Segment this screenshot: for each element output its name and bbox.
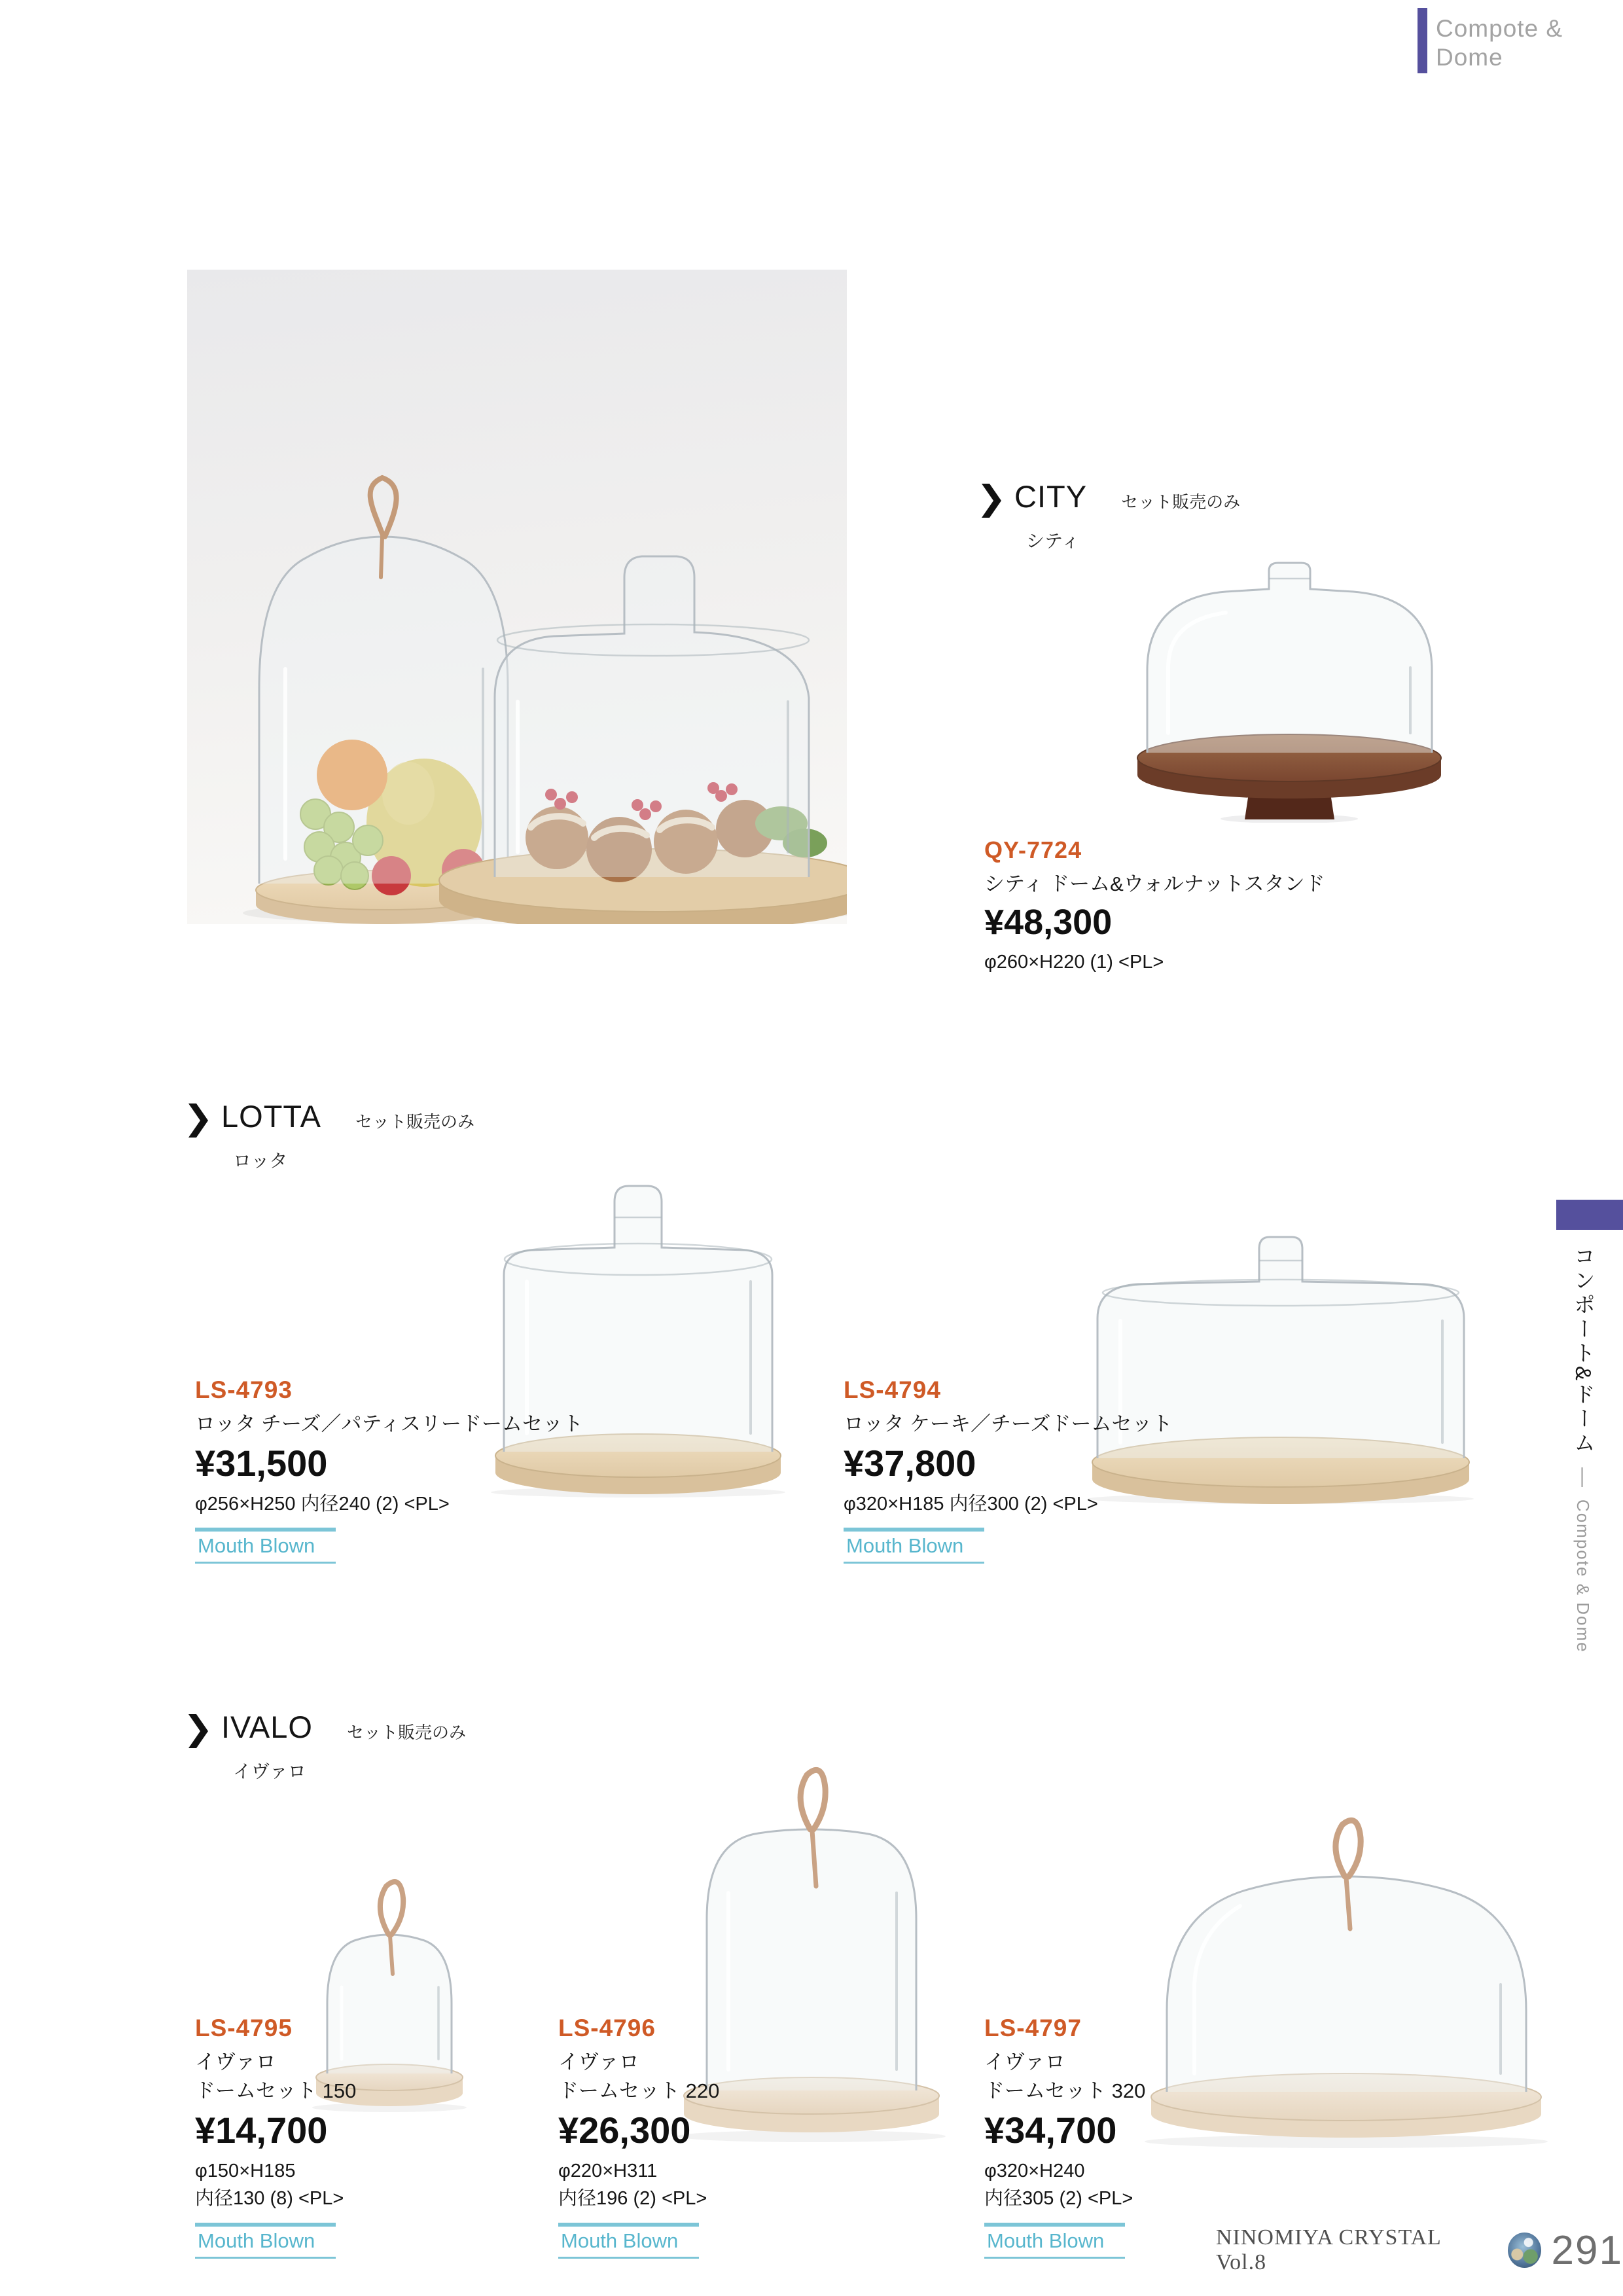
section-sale-note: セット販売のみ xyxy=(346,1723,466,1742)
section-title: CITY xyxy=(1014,479,1088,514)
product-spec-line2: 内径305 (2) <PL> xyxy=(984,2188,1133,2210)
product-name-line2: ドームセット 320 xyxy=(984,2079,1146,2102)
product-name-line1: イヴァロ xyxy=(558,2051,639,2073)
globe-icon xyxy=(1508,2233,1541,2268)
section-sale-note: セット販売のみ xyxy=(355,1112,474,1132)
mouth-blown-badge: Mouth Blown xyxy=(195,1528,336,1564)
section-lotta-heading xyxy=(188,1101,474,1138)
mouth-blown-badge: Mouth Blown xyxy=(558,2223,699,2259)
section-lotta xyxy=(188,1101,474,1173)
section-ivalo xyxy=(188,1712,466,1784)
page-footer xyxy=(1216,2225,1623,2275)
mouth-blown-badge: Mouth Blown xyxy=(844,1528,984,1564)
sidebar-category xyxy=(1568,1245,1599,1653)
product-spec-line2: 内径130 (8) <PL> xyxy=(195,2188,344,2210)
product-spec: φ320×H185 内径300 (2) <PL> xyxy=(844,1493,1098,1515)
product-price: ¥48,300 xyxy=(984,902,1113,942)
sidebar-category-jp: コンポート&ドーム xyxy=(1571,1245,1596,1456)
product-name-line1: イヴァロ xyxy=(195,2051,276,2073)
section-kana: イヴァロ xyxy=(233,1761,306,1782)
section-city xyxy=(982,481,1240,553)
chevron-right-icon xyxy=(982,484,1001,518)
mouth-blown-badge: Mouth Blown xyxy=(984,2223,1125,2259)
mouth-blown-badge: Mouth Blown xyxy=(195,2223,336,2259)
page-header-title xyxy=(1436,14,1563,71)
product-price: ¥14,700 xyxy=(195,2109,328,2151)
section-kana: シティ xyxy=(1026,531,1080,551)
chevron-right-icon xyxy=(188,1103,208,1138)
section-city-heading xyxy=(982,481,1240,518)
product-info-ls4796 xyxy=(558,2015,899,2259)
product-name-line2: ドームセット 220 xyxy=(558,2079,720,2102)
product-spec-line1: φ220×H311 xyxy=(558,2160,658,2181)
sidebar-accent-tab xyxy=(1556,1200,1623,1230)
product-info-ls4793 xyxy=(195,1376,601,1564)
chevron-right-icon xyxy=(188,1714,208,1748)
page-header-line2: Dome xyxy=(1436,43,1503,71)
product-code: LS-4795 xyxy=(195,2015,293,2041)
product-info-ls4795 xyxy=(195,2015,535,2259)
product-name: シティ ドーム&ウォルナットスタンド xyxy=(984,872,1325,895)
product-info-ls4794 xyxy=(844,1376,1249,1564)
product-spec: φ256×H250 内径240 (2) <PL> xyxy=(195,1493,450,1515)
header-accent-bar xyxy=(1418,8,1427,73)
section-sale-note: セット販売のみ xyxy=(1121,492,1241,512)
product-image-qy7724 xyxy=(1128,558,1452,823)
product-name: ロッタ チーズ／パティスリードームセット xyxy=(195,1412,583,1435)
section-ivalo-heading xyxy=(188,1712,466,1748)
product-info-qy7724 xyxy=(984,836,1403,975)
product-price: ¥26,300 xyxy=(558,2109,691,2151)
section-title: LOTTA xyxy=(221,1099,321,1134)
sidebar-category-divider: ― xyxy=(1573,1467,1594,1488)
product-price: ¥31,500 xyxy=(195,1442,328,1484)
product-spec-line1: φ150×H185 xyxy=(195,2160,296,2181)
page-header-line1: Compote & xyxy=(1436,15,1563,42)
footer-brand: NINOMIYA CRYSTAL Vol.8 xyxy=(1216,2225,1441,2274)
product-spec-line1: φ320×H240 xyxy=(984,2160,1085,2181)
product-code: LS-4794 xyxy=(844,1376,941,1403)
section-kana: ロッタ xyxy=(233,1151,288,1171)
product-name: ロッタ ケーキ／チーズドームセット xyxy=(844,1412,1173,1435)
sidebar-category-en: Compote & Dome xyxy=(1573,1499,1593,1653)
product-name-line1: イヴァロ xyxy=(984,2051,1065,2073)
product-code: LS-4796 xyxy=(558,2015,656,2041)
product-spec-line2: 内径196 (2) <PL> xyxy=(558,2188,707,2210)
lifestyle-photo xyxy=(187,270,847,924)
section-title: IVALO xyxy=(221,1710,313,1744)
product-price: ¥34,700 xyxy=(984,2109,1117,2151)
product-code: LS-4797 xyxy=(984,2015,1082,2041)
product-code: QY-7724 xyxy=(984,836,1082,863)
product-price: ¥37,800 xyxy=(844,1442,976,1484)
product-spec: φ260×H220 (1) <PL> xyxy=(984,951,1164,973)
product-code: LS-4793 xyxy=(195,1376,293,1403)
product-name-line2: ドームセット 150 xyxy=(195,2079,357,2102)
product-info-ls4797 xyxy=(984,2015,1325,2259)
page-number: 291 xyxy=(1551,2227,1623,2273)
